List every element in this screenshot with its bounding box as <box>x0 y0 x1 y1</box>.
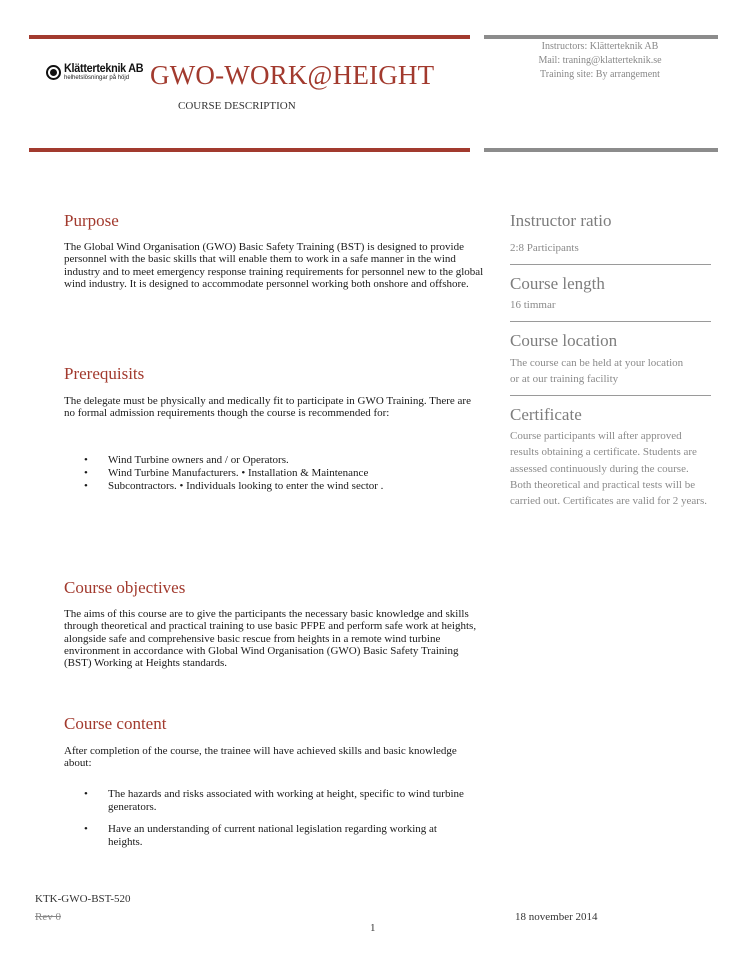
content-list <box>80 788 470 858</box>
document-code: KTK-GWO-BST-520 <box>35 893 131 905</box>
objectives-text: The aims of this course are to give the participants the necessary basic knowledge and skills through theoretical and practical training to use basic PFPE and perform safe work at heights, alongside safe and comprehensive basic rescue from heights in a remote wind turbine environment in accordance with Global Wind Organisation (GWO) Basic Safety Training (BST) Working at Heights standards. <box>64 608 477 670</box>
instructor-ratio-heading: Instructor ratio <box>510 211 612 230</box>
prerequisites-text: The delegate must be physically and medically fit to participate in GWO Training. There are no formal admission requirements though the course is recommended for: <box>64 395 471 420</box>
sidebar-divider <box>510 395 711 396</box>
list-item: • The hazards and risks associated with working at height, specific to wind turbine generators. <box>80 788 470 814</box>
purpose-text: The Global Wind Organisation (GWO) Basic Safety Training (BST) is designed to provide personnel with the basic skills that will enable them to work in a safe manner in the wind industry and to meet emergency response training requirements for personnel new to the global wind industry. It is designed to accommodate personnel working both onshore and offshore. <box>64 241 484 290</box>
prerequisites-heading: Prerequisits <box>64 364 145 383</box>
document-date: 18 november 2014 <box>515 911 598 923</box>
sidebar-divider <box>510 264 711 265</box>
page-number: 1 <box>370 922 376 934</box>
logo-circle-icon <box>46 65 61 80</box>
mail-line: Mail: traning@klatterteknik.se <box>538 55 662 66</box>
training-site-line: Training site: By arrangement <box>540 69 660 80</box>
instructor-ratio-value: 2:8 Participants <box>510 242 579 254</box>
list-item: • Wind Turbine owners and / or Operators. <box>80 454 480 467</box>
prerequisites-list <box>80 454 480 493</box>
logo-name: Klätterteknik AB <box>64 61 144 75</box>
list-item: • Have an understanding of current national legislation regarding working at heights. <box>80 823 470 849</box>
certificate-value: Course participants will after approved results obtaining a certificate. Students are assessed continuously during the course. Both theoretical and practical tests will be carried out. Certificates are valid for 2 years. <box>510 430 707 508</box>
certificate-heading: Certificate <box>510 405 582 424</box>
revision-number: Rev 0 <box>35 911 61 923</box>
objectives-heading: Course objectives <box>64 578 186 597</box>
instructors-line: Instructors: Klätterteknik AB <box>541 41 659 52</box>
course-location-heading: Course location <box>510 331 618 350</box>
header-top-rule-red <box>29 35 470 39</box>
course-location-value: The course can be held at your location or at our training facility <box>510 357 684 386</box>
header-top-rule-grey <box>484 35 718 39</box>
sidebar-divider <box>510 321 711 322</box>
list-item: • Wind Turbine Manufacturers. • Installation & Maintenance <box>80 467 480 480</box>
document-subtitle: COURSE DESCRIPTION <box>178 100 296 112</box>
content-heading: Course content <box>64 714 167 733</box>
logo-tagline: helhetslösningar på höjd <box>64 75 130 81</box>
document-title: GWO-WORK@HEIGHT <box>150 60 435 90</box>
header-bottom-rule-grey <box>484 148 718 152</box>
content-text: After completion of the course, the trainee will have achieved skills and basic knowledge about: <box>64 745 457 770</box>
course-length-heading: Course length <box>510 274 605 293</box>
header-bottom-rule-red <box>29 148 470 152</box>
course-length-value: 16 timmar <box>510 299 556 311</box>
purpose-heading: Purpose <box>64 211 119 230</box>
list-item: • Subcontractors. • Individuals looking to enter the wind sector . <box>80 480 480 493</box>
company-logo <box>46 62 152 81</box>
